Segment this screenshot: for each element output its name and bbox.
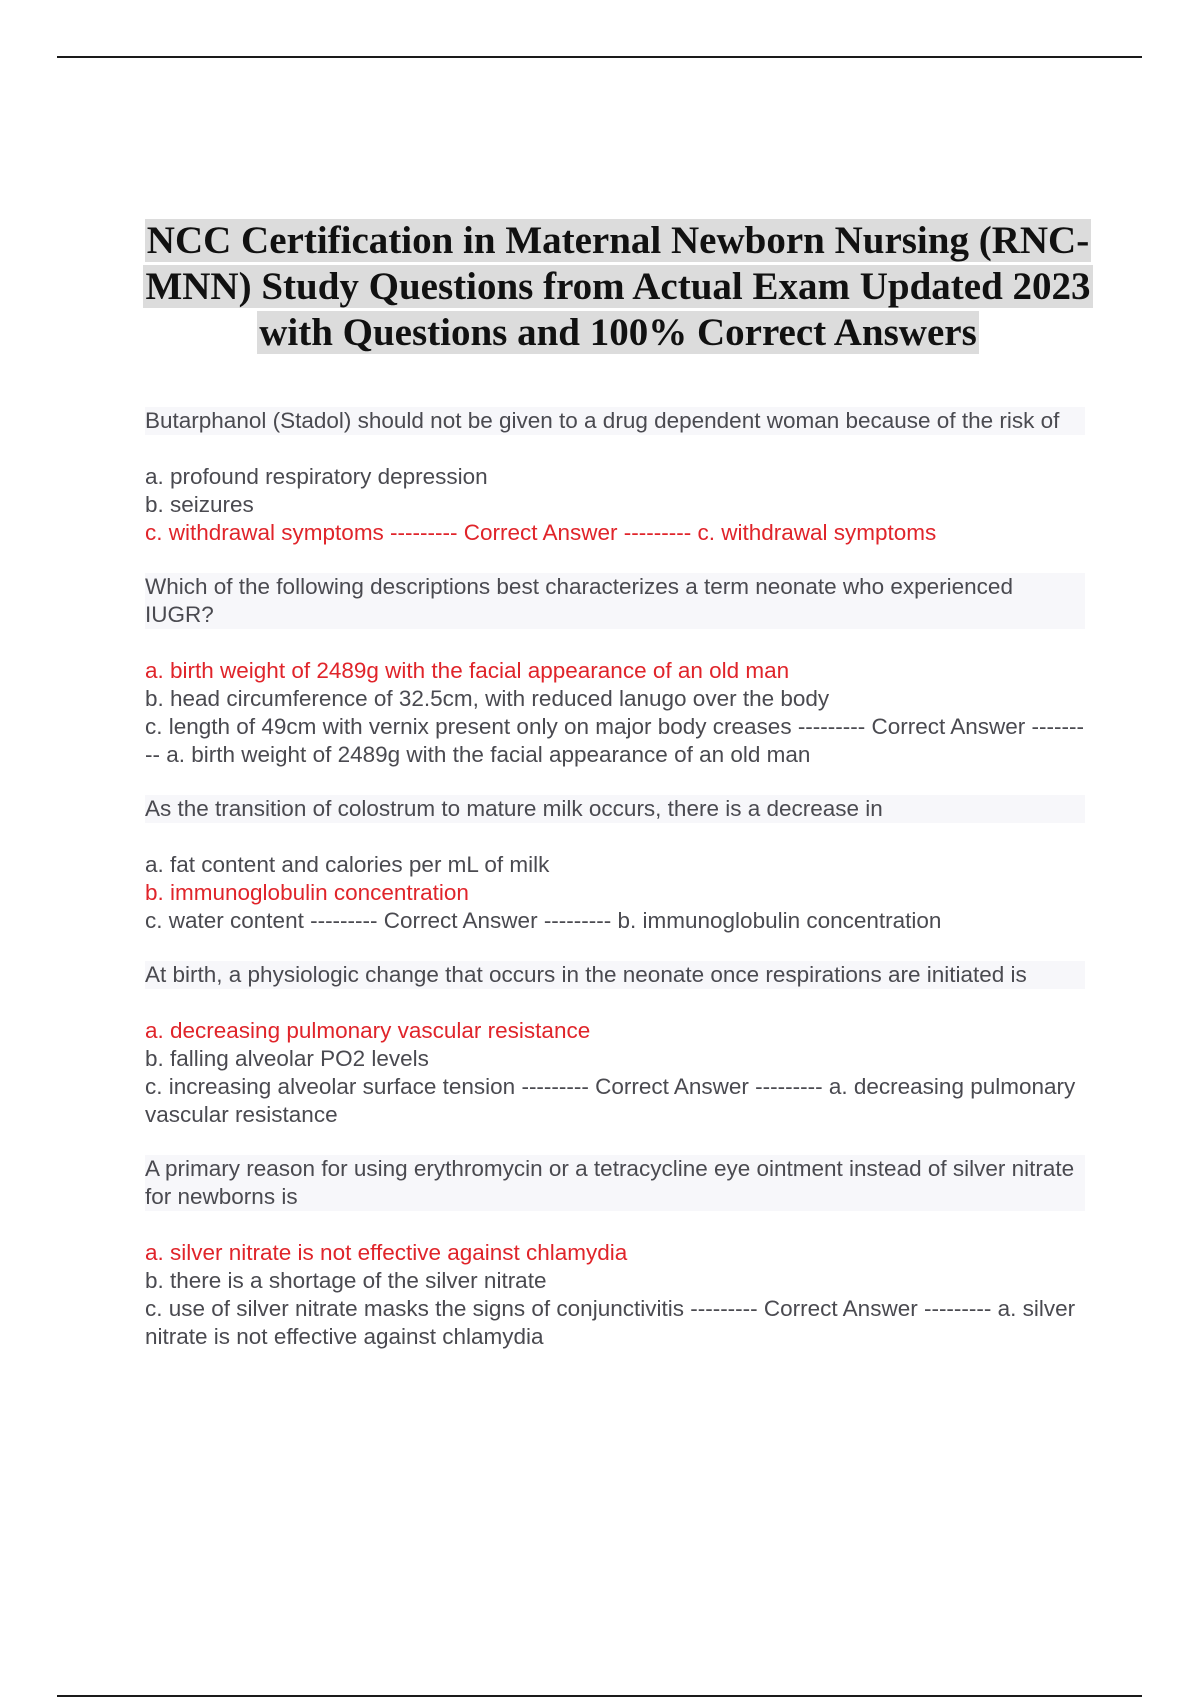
option-a: a. fat content and calories per mL of milk xyxy=(145,852,550,877)
option-b: b. there is a shortage of the silver nitrate xyxy=(145,1268,547,1293)
question-text: As the transition of colostrum to mature milk occurs, there is a decrease in xyxy=(145,795,1085,823)
question-text: A primary reason for using erythromycin or a tetracycline eye ointment instead of silver nitrate for newborns is xyxy=(145,1155,1085,1211)
option-c: c. water content --------- Correct Answer --------- b. immunoglobulin concentration xyxy=(145,908,942,933)
question-text: Which of the following descriptions best characterizes a term neonate who experienced IUGR? xyxy=(145,573,1085,629)
option-b: b. falling alveolar PO2 levels xyxy=(145,1046,429,1071)
option-b: b. seizures xyxy=(145,492,254,517)
option-c-correct: c. withdrawal symptoms --------- Correct Answer --------- c. withdrawal symptoms xyxy=(145,520,937,545)
question-block-4 xyxy=(145,961,1085,1129)
option-a-correct: a. birth weight of 2489g with the facial appearance of an old man xyxy=(145,658,790,683)
document-title xyxy=(120,218,1116,356)
question-block-2 xyxy=(145,573,1085,769)
question-text: Butarphanol (Stadol) should not be given to a drug dependent woman because of the risk of xyxy=(145,407,1085,435)
option-c: c. increasing alveolar surface tension --------- Correct Answer --------- a. decreasing pulmonary vascular resistance xyxy=(145,1074,1076,1127)
option-c: c. use of silver nitrate masks the signs of conjunctivitis --------- Correct Answer --------- a. silver nitrate is not effective against chlamydia xyxy=(145,1296,1076,1349)
question-text: At birth, a physiologic change that occurs in the neonate once respirations are initiated is xyxy=(145,961,1085,989)
options-list xyxy=(145,1017,1085,1129)
option-a-correct: a. silver nitrate is not effective against chlamydia xyxy=(145,1240,628,1265)
options-list xyxy=(145,463,1085,547)
options-list xyxy=(145,1239,1085,1351)
top-rule xyxy=(57,56,1142,58)
option-b: b. head circumference of 32.5cm, with reduced lanugo over the body xyxy=(145,686,830,711)
option-a: a. profound respiratory depression xyxy=(145,464,488,489)
question-block-1 xyxy=(145,407,1085,547)
question-block-5 xyxy=(145,1155,1085,1351)
title-text: NCC Certification in Maternal Newborn Nursing (RNC-MNN) Study Questions from Actual Exam Updated 2023 with Questions and 100% Correct Answers xyxy=(145,219,1091,354)
bottom-rule xyxy=(57,1695,1142,1697)
option-a-correct: a. decreasing pulmonary vascular resistance xyxy=(145,1018,591,1043)
options-list xyxy=(145,657,1085,769)
option-c: c. length of 49cm with vernix present only on major body creases --------- Correct Answer --------- a. birth weight of 2489g with the facial appearance of an old man xyxy=(145,714,1085,767)
question-list xyxy=(145,407,1085,1351)
option-b-correct: b. immunoglobulin concentration xyxy=(145,880,469,905)
question-block-3 xyxy=(145,795,1085,935)
options-list xyxy=(145,851,1085,935)
